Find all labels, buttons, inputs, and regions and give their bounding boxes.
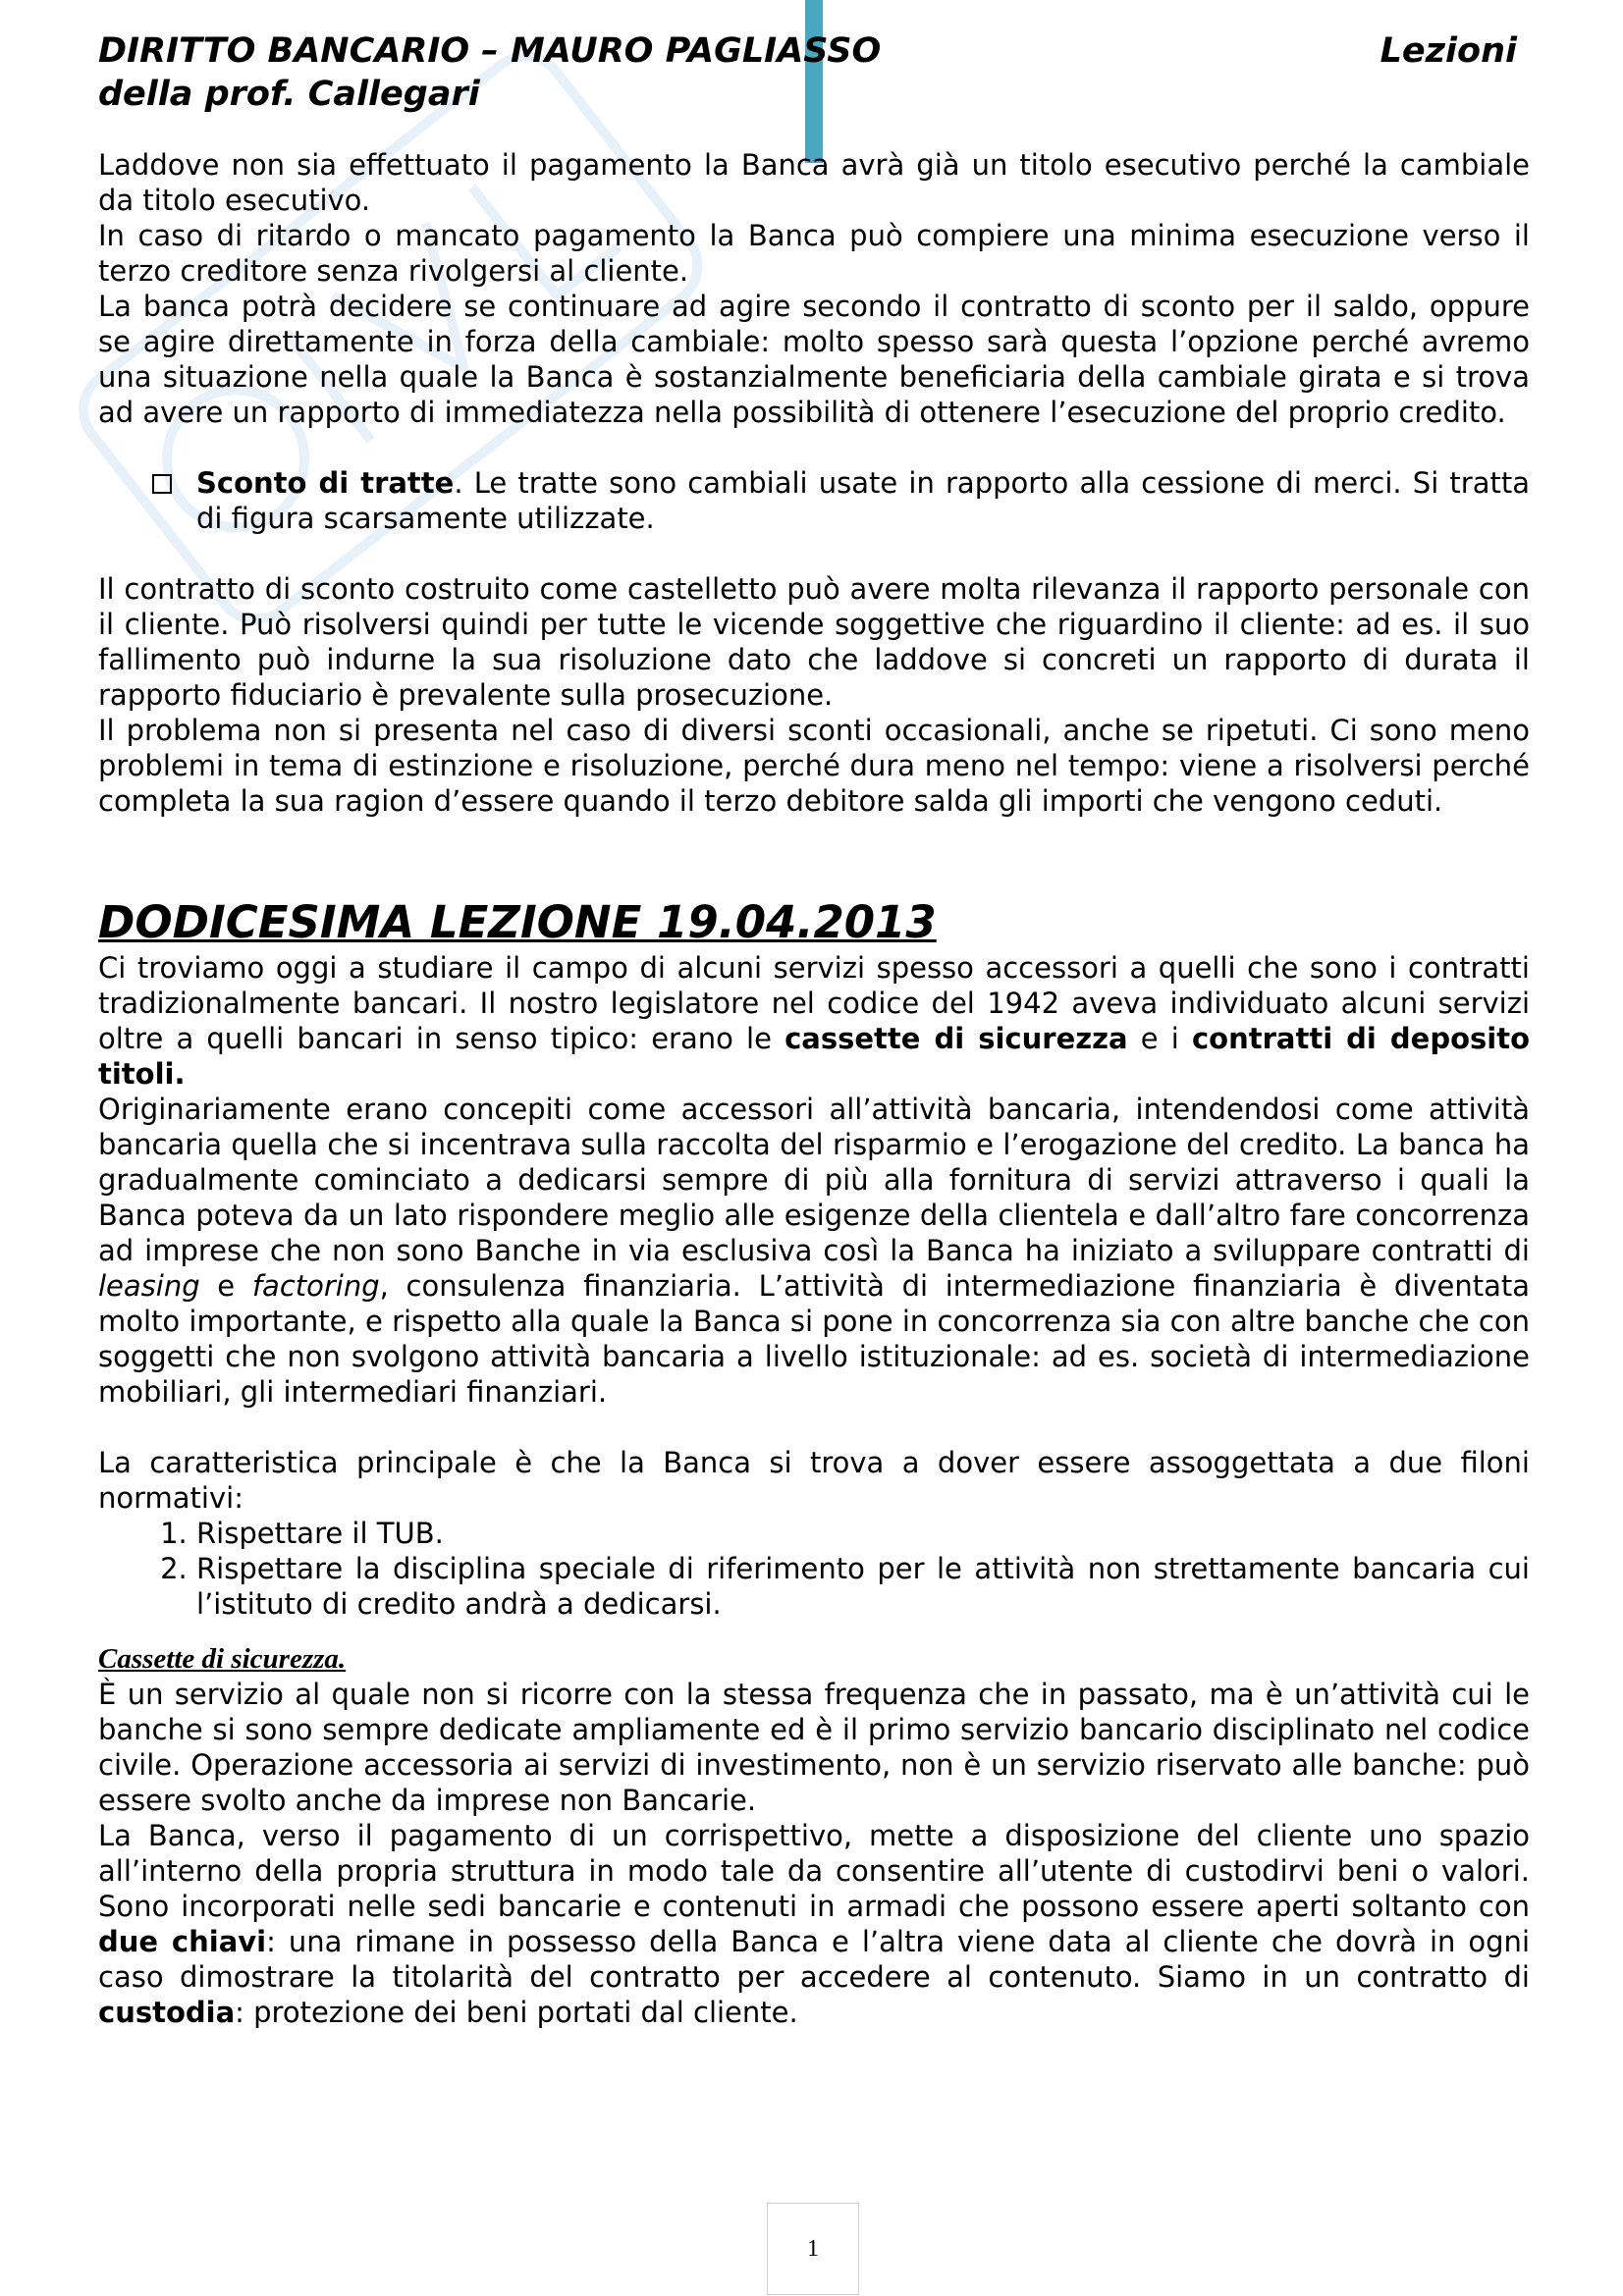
header-subtitle: della prof. Callegari: [98, 75, 480, 114]
paragraph: Ci troviamo oggi a studiare il campo di alcuni servizi spesso accessori a quelli che sono i contratti tradizionalmente bancari. Il nostro legislatore nel codice del 1942 aveva individuato alcuni servizi oltre a quelli bancari in senso tipico: erano le cassette di sicurezza e i contratti di deposito titoli.: [98, 951, 1531, 1091]
paragraph: La banca potrà decidere se continuare ad agire secondo il contratto di sconto per il saldo, oppure se agire direttamente in forza della cambiale: molto spesso sarà questa l’opzione perché avremo una situazione nella quale la Banca è sostanzialmente beneficiaria della cambiale girata e si trova ad avere un rapporto di immediatezza nella possibilità di ottenere l’esecuzione del proprio credito.: [98, 290, 1530, 429]
numbered-list: [98, 1516, 1530, 1622]
paragraph: Il contratto di sconto costruito come castelletto può avere molta rilevanza il rapporto personale con il cliente. Può risolversi quindi per tutte le vicende soggettive che riguardino il cliente: ad es. il suo fallimento può indurne la sua risoluzione dato che laddove si concreti un rapporto di durata il rapporto fiduciario è prevalente sulla prosecuzione.: [98, 572, 1530, 712]
paragraph: È un servizio al quale non si ricorre con la stessa frequenza che in passato, ma è un’attività cui le banche si sono sempre dedicate ampliamente ed è il primo servizio bancario disciplinato nel codice civile. Operazione accessoria ai servizi di investimento, non è un servizio riservato alle banche: può essere svolto anche da imprese non Bancarie.: [98, 1678, 1530, 1817]
bullet-bold: Sconto di tratte: [196, 466, 455, 500]
paragraph: La caratteristica principale è che la Banca si trova a dover essere assoggettata a due filoni normativi:: [98, 1446, 1530, 1515]
bullet-text: . Le tratte sono cambiali usate in rapporto alla cessione di merci. Si tratta di figura scarsamente utilizzate.: [196, 466, 1531, 535]
header-title: DIRITTO BANCARIO – MAURO PAGLIASSO: [98, 31, 882, 71]
bullet-item: [98, 465, 1530, 536]
header-right: Lezioni: [1380, 31, 1517, 71]
paragraph: Laddove non sia effettuato il pagamento la Banca avrà già un titolo esecutivo perché la cambiale da titolo esecutivo.: [98, 148, 1530, 217]
paragraph: La Banca, verso il pagamento di un corrispettivo, mette a disposizione del cliente uno spazio all’interno della propria struttura in modo tale da consentire all’utente di custodirvi beni o valori. Sono incorporati nelle sedi bancarie e contenuti in armadi che possono essere aperti soltanto con due chiavi: una rimane in possesso della Banca e l’altra viene data al cliente che dovrà in ogni caso dimostrare la titolarità del contratto per accedere al contenuto. Siamo in un contratto di custodia: protezione dei beni portati dal cliente.: [98, 1819, 1530, 2029]
list-item: 2. Rispettare la disciplina speciale di riferimento per le attività non strettamente bancaria cui l’istituto di credito andrà a dedicarsi.: [196, 1551, 1530, 1622]
paragraph: Originariamente erano concepiti come accessori all’attività bancaria, intendendosi come attività bancaria quella che si incentrava sulla raccolta del risparmio e l’erogazione del credito. La banca ha gradualmente cominciato a dedicarsi sempre di più alla fornitura di servizi attraverso i quali la Banca poteva da un lato rispondere meglio alle esigenze della clientela e dall’altro fare concorrenza ad imprese che non sono Banche in via esclusiva così la Banca ha iniziato a sviluppare contratti di leasing e factoring, consulenza finanziaria. L’attività di intermediazione finanziaria è diventata molto importante, e rispetto alla quale la Banca si pone in concorrenza sia con altre banche che con soggetti che non svolgono attività bancaria a livello istituzionale: ad es. società di intermediazione mobiliari, gli intermediari finanziari.: [98, 1093, 1530, 1409]
page-header: [98, 29, 1517, 116]
page-number: 1: [767, 2203, 859, 2295]
document-body: [98, 147, 1530, 2030]
paragraph: In caso di ritardo o mancato pagamento la Banca può compiere una minima esecuzione verso il terzo creditore senza rivolgersi al cliente.: [98, 219, 1530, 288]
section-heading: Cassette di sicurezza.: [98, 1643, 347, 1675]
list-item: 1. Rispettare il TUB.: [196, 1516, 1530, 1551]
checkbox-bullet-icon: [152, 474, 172, 494]
paragraph: Il problema non si presenta nel caso di diversi sconti occasionali, anche se ripetuti. Ci sono meno problemi in tema di estinzione e risoluzione, perché dura meno nel tempo: viene a risolversi perché completa la sua ragion d’essere quando il terzo debitore salda gli importi che vengono ceduti.: [98, 714, 1530, 818]
lesson-title: DODICESIMA LEZIONE 19.04.2013: [98, 896, 937, 948]
